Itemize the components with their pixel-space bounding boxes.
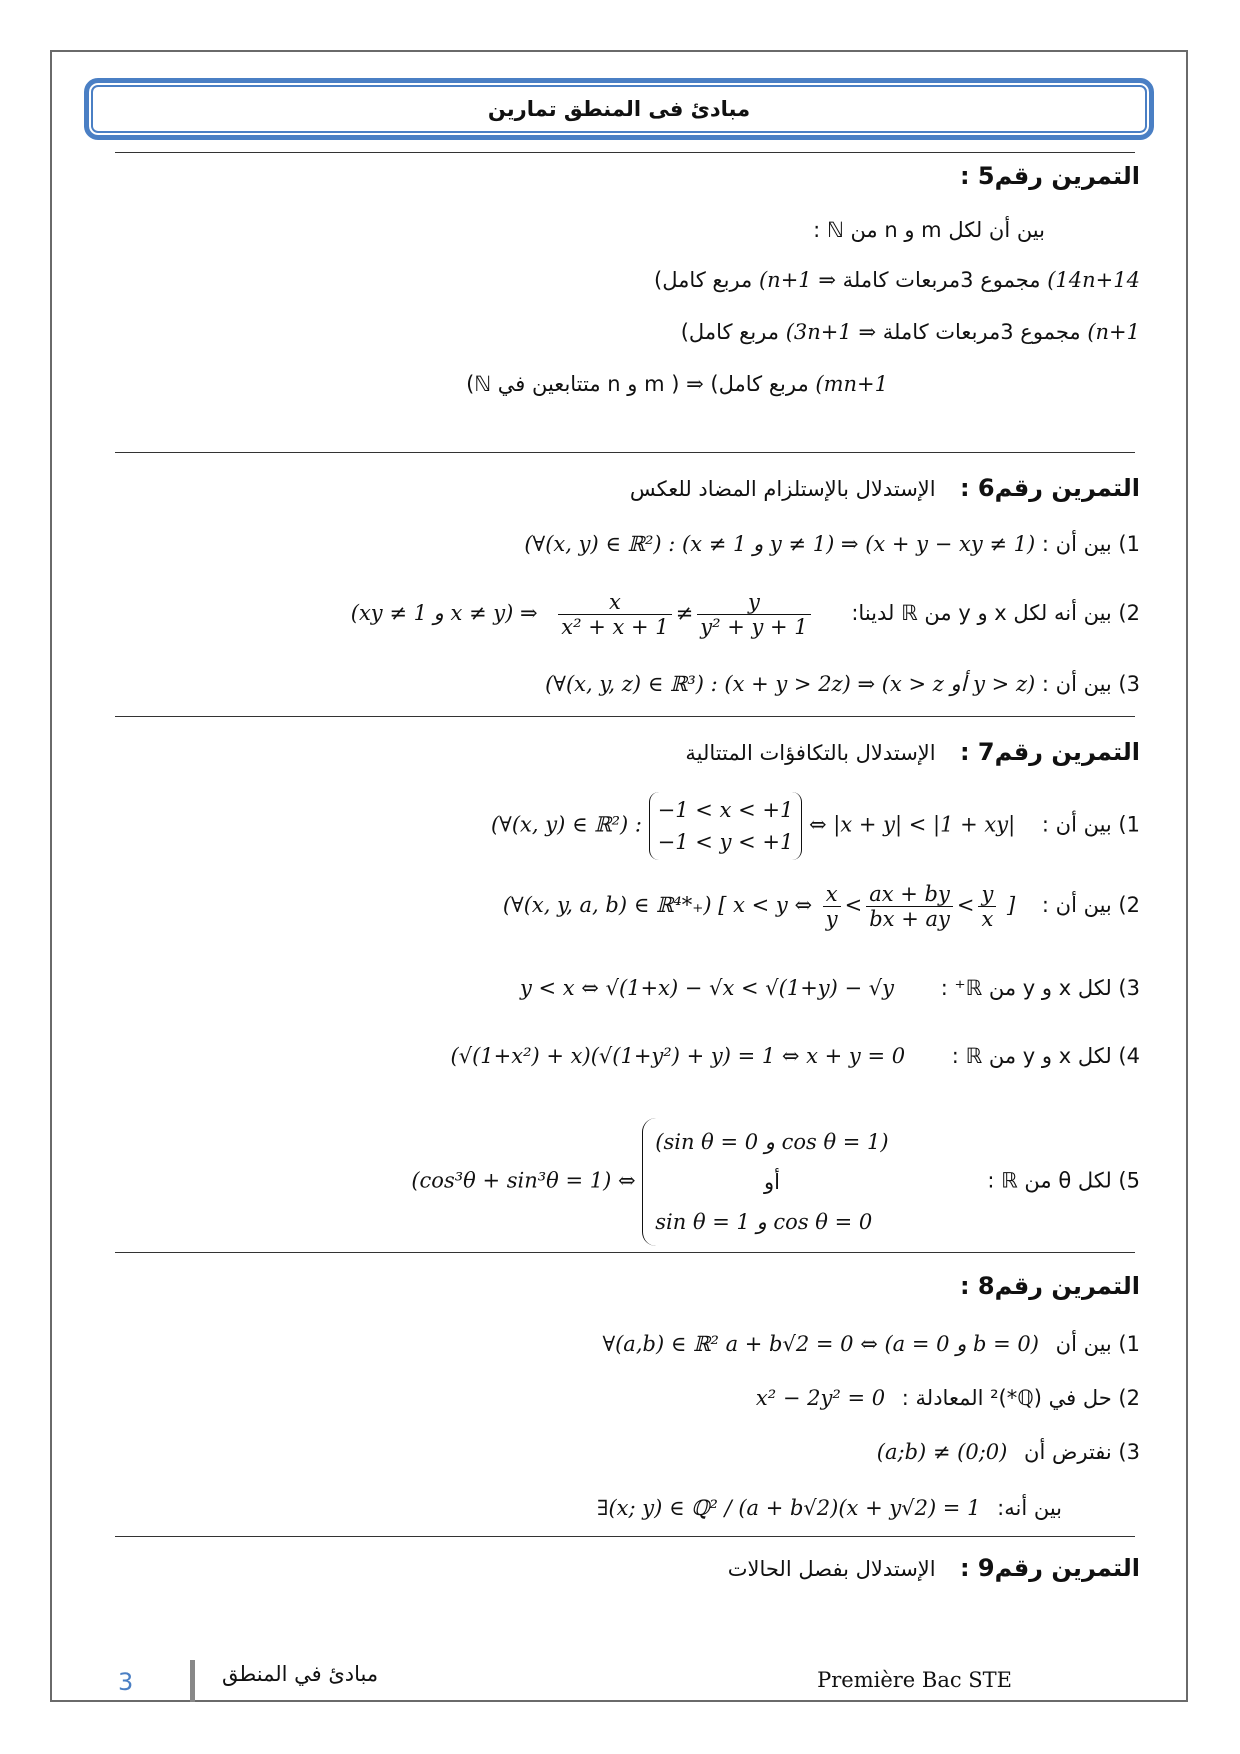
ex7-heading bbox=[685, 738, 1140, 766]
ex8-q2-label: 2) حل في (ℚ*)² المعادلة : bbox=[901, 1386, 1140, 1410]
ex7-q4-math: (√(1+x²) + x)(√(1+y²) + y) = 1 ⇔ x + y = 0 bbox=[450, 1044, 906, 1068]
ex7-q2 bbox=[503, 882, 1140, 931]
ex6-q2 bbox=[351, 590, 1140, 639]
ex7-q4-label: 4) لكل x و y من ℝ : bbox=[951, 1044, 1140, 1068]
fraction: $\frac{y}{\text{y² + y + 1}}$ bbox=[697, 590, 810, 639]
ex6-q1-label: 1) بين أن : bbox=[1041, 532, 1140, 556]
ex8-q3b-label: بين أنه: bbox=[997, 1496, 1062, 1520]
ex5-l3-ar: مربع كامل bbox=[718, 372, 809, 396]
page-title: مبادئ فى المنطق تمارين bbox=[487, 97, 751, 121]
footer-french: Première Bac STE bbox=[817, 1668, 1012, 1692]
ex6-q1-math: (∀(x, y) ∈ ℝ²) : (x ≠ 1 و y ≠ 1) ⇒ (x + y − xy ≠ 1) bbox=[524, 532, 1036, 556]
ex5-l1-right: (n+1 bbox=[758, 268, 812, 292]
divider bbox=[115, 452, 1135, 453]
cases: (sin θ = 0 و cos θ = 1) أو sin θ = 1 و cos θ = 0 bbox=[642, 1118, 900, 1246]
ex8-heading: التمرين رقم8 : bbox=[959, 1272, 1140, 1300]
ex5-l2-ar2: مربع كامل) bbox=[680, 320, 780, 344]
ex6-heading-text: التمرين رقم6 : bbox=[959, 474, 1140, 502]
ex5-line3: (mn+1 مربع كامل) ⇒ ( m و n متتابعين في ℕ) bbox=[466, 372, 888, 396]
ex7-q1-label: 1) بين أن : bbox=[1041, 812, 1140, 837]
ex9-heading-text: التمرين رقم9 : bbox=[959, 1554, 1140, 1582]
ex5-l1-ar: مجموع 3مربعات كاملة bbox=[842, 268, 1041, 292]
ex9-subtitle: الإستدلال بفصل الحالات bbox=[727, 1557, 936, 1581]
ex7-q5 bbox=[411, 1118, 1140, 1246]
divider bbox=[115, 152, 1135, 153]
system: −1 < x < +1 −1 < y < +1 bbox=[649, 792, 803, 860]
ex6-q2-right: (xy ≠ 1 و x ≠ y) ⇒ bbox=[350, 601, 538, 625]
footer-arabic: مبادئ في المنطق bbox=[222, 1662, 379, 1686]
ex6-q3-label: 3) بين أن : bbox=[1041, 672, 1140, 696]
ex5-l3-arrow: ⇒ bbox=[686, 372, 704, 396]
divider bbox=[115, 1252, 1135, 1253]
ex5-l1-left: (14n+14 bbox=[1047, 268, 1140, 292]
ex8-q2-math: x² − 2y² = 0 bbox=[755, 1386, 886, 1410]
ex7-q3 bbox=[520, 976, 1140, 1000]
fraction: $\frac{x}{\text{x² + x + 1}}$ bbox=[558, 590, 671, 639]
ex7-q2-math: (∀(x, y, a, b) ∈ ℝ⁴*₊) [ x < y ⇔ $\frac{x}{y}$ < $\frac{ax + by}{bx + ay}$ < $\frac{y}{x}$ ] bbox=[502, 882, 1016, 931]
ex8-q3-math: (a;b) ≠ (0;0) bbox=[876, 1440, 1008, 1464]
ex5-line1 bbox=[654, 268, 1140, 292]
ex9-heading bbox=[728, 1554, 1140, 1582]
ex8-q1 bbox=[602, 1332, 1140, 1356]
ex8-q1-math: ∀(a,b) ∈ ℝ² a + b√2 = 0 ⇔ (a = 0 و b = 0) bbox=[602, 1332, 1039, 1356]
ex5-l2-ar: مجموع 3مربعات كاملة bbox=[882, 320, 1081, 344]
ex7-q3-math: y < x ⇔ √(1+x) − √x < √(1+y) − √y bbox=[519, 976, 895, 1000]
ex5-l2-right: (3n+1 bbox=[785, 320, 852, 344]
ex7-subtitle: الإستدلال بالتكافؤات المتتالية bbox=[685, 741, 936, 765]
ex7-q1 bbox=[491, 792, 1140, 860]
ex8-q2 bbox=[756, 1386, 1140, 1410]
ex6-q1 bbox=[524, 532, 1140, 556]
ex7-q2-label: 2) بين أن : bbox=[1041, 893, 1140, 917]
ex7-q5-math: (cos³θ + sin³θ = 1) ⇔ (sin θ = 0 و cos θ = 1) أو sin θ = 1 و cos θ = 0 bbox=[411, 1118, 900, 1246]
ex5-l2-left: (n+1 bbox=[1087, 320, 1140, 344]
ex6-q2-math: $\frac{x}{\text{x² + x + 1}}$ ≠ $\frac{y}{\text{y² + y + 1}}$ bbox=[554, 590, 814, 639]
ex7-q3-label: 3) لكل x و y من ℝ⁺ : bbox=[940, 976, 1140, 1000]
ex8-q3 bbox=[877, 1440, 1140, 1464]
title-box bbox=[84, 78, 1154, 140]
ex7-q1-math: (∀(x, y) ∈ ℝ²) : −1 < x < +1 −1 < y < +1 ⇔ |x + y| < |1 + xy| bbox=[491, 792, 1015, 860]
ex6-q3-math: (∀(x, y, z) ∈ ℝ³) : (x + y > 2z) ⇒ (x > z أو y > z) bbox=[545, 672, 1036, 696]
ex6-heading bbox=[630, 474, 1140, 502]
ex5-l2-arrow: ⇒ bbox=[858, 320, 877, 344]
page-number: 3 bbox=[118, 1668, 134, 1696]
ex8-q3b bbox=[597, 1496, 1062, 1520]
ex5-l3-left: (mn+1 bbox=[815, 372, 888, 396]
ex8-q3b-math: ∃(x; y) ∈ ℚ² / (a + b√2)(x + y√2) = 1 bbox=[597, 1496, 981, 1520]
ex7-heading-text: التمرين رقم7 : bbox=[959, 738, 1140, 766]
divider bbox=[115, 716, 1135, 717]
ex8-q1-label: 1) بين أن bbox=[1055, 1332, 1140, 1356]
ex5-line2 bbox=[681, 320, 1140, 344]
ex5-l3-right: ( m و n متتابعين في ℕ) bbox=[466, 372, 680, 396]
ex5-intro: بين أن لكل m و n من ℕ : bbox=[813, 218, 1045, 242]
ex6-q2-label: 2) بين أنه لكل x و y من ℝ لدينا: bbox=[851, 601, 1140, 625]
ex6-subtitle: الإستدلال بالإستلزام المضاد للعكس bbox=[629, 477, 936, 501]
ex5-l1-arrow: ⇒ bbox=[818, 268, 836, 292]
footer-separator bbox=[190, 1660, 195, 1702]
ex7-q4 bbox=[451, 1044, 1140, 1068]
ex8-q3-label: 3) نفترض أن bbox=[1024, 1440, 1140, 1464]
ex7-q5-label: 5) لكل θ من ℝ : bbox=[987, 1168, 1140, 1193]
divider bbox=[115, 1536, 1135, 1537]
ex5-heading: التمرين رقم5 : bbox=[959, 162, 1140, 190]
ex6-q3 bbox=[545, 672, 1140, 696]
ex5-l1-ar2: مربع كامل) bbox=[654, 268, 753, 292]
